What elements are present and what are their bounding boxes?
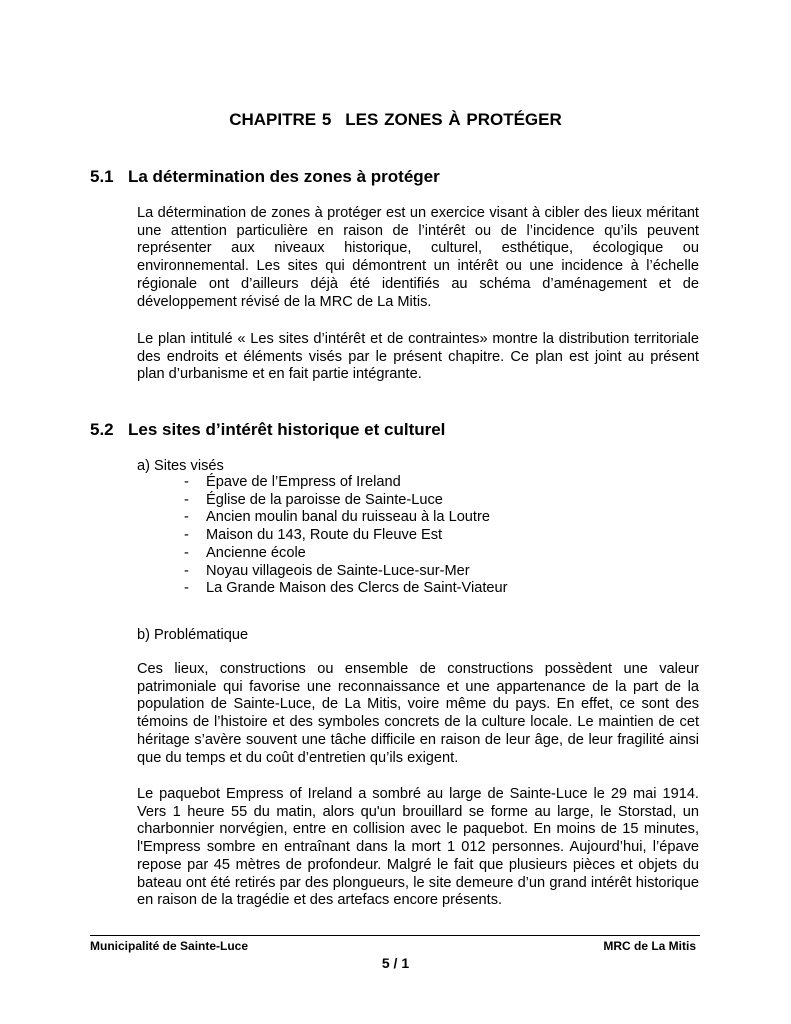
footer-divider xyxy=(90,935,700,936)
footer-municipality: Municipalité de Sainte-Luce xyxy=(90,939,249,953)
paragraph-problematique: Ces lieux, constructions ou ensemble de constructions possèdent une valeur patrimoniale qui favorise une reconnaissance et une appartenance de la part de la population de Sainte-Luce, de La Mitis, voire même du pays. En effet, ce sont des témoins de l’histoire et des symboles concrets de la culture locale. Le maintien de cet héritage s’avère souvent une tâche difficile en raison de leur âge, de leur fragilité ainsi que du temps et du coût d’entretien qu’ils exigent. xyxy=(137,661,699,766)
chapter-name: LES ZONES À PROTÉGER xyxy=(345,110,562,129)
list-item: - Ancien moulin banal du ruisseau à la Loutre xyxy=(184,509,490,526)
paragraph-determination: La détermination de zones à protéger est un exercice visant à cibler des lieux méritant une attention particulière en raison de l’intérêt ou de l’incidence qu’ils peuvent représenter aux niveaux historique, culturel, esthétique, écologique ou environnemental. Les sites qui démontrent un intérêt ou une incidence à l’échelle régionale ont d’ailleurs déjà été identifiés au schéma d’aménagement et de développement révisé de la MRC de La Mitis. xyxy=(137,205,699,310)
paragraph-plan: Le plan intitulé « Les sites d’intérêt et de contraintes» montre la distribution territoriale des endroits et éléments visés par le présent chapitre. Ce plan est joint au présent plan d’urbanisme et en fait partie intégrante. xyxy=(137,331,699,383)
list-item: - La Grande Maison des Clercs de Saint-Viateur xyxy=(184,580,508,597)
list-item: - Maison du 143, Route du Fleuve Est xyxy=(184,527,443,544)
footer-mrc: MRC de La Mitis xyxy=(603,939,696,953)
paragraph-empress: Le paquebot Empress of Ireland a sombré au large de Sainte-Luce le 29 mai 1914. Vers 1 heure 55 du matin, alors qu'un brouillard se forme au large, le Storstad, un charbonnier norvégien, entre en collision avec le paquebot. En moins de 15 minutes, l'Empress sombre en entraînant dans la mort 1 012 personnes. Aujourd’hui, l’épave repose par 45 mètres de profondeur. Malgré le fait que plusieurs pièces et objets du bateau ont été retirés par des plongueurs, le site demeure d’un grand intérêt historique en raison de la tragédie et des artefacs encore présents. xyxy=(137,786,699,909)
sites-label: a) Sites visés xyxy=(137,458,224,474)
list-item: - Église de la paroisse de Sainte-Luce xyxy=(184,491,443,508)
section-title: La détermination des zones à protéger xyxy=(128,167,440,186)
list-item: - Noyau villageois de Sainte-Luce-sur-Mer xyxy=(184,562,470,579)
chapter-number: CHAPITRE 5 xyxy=(229,110,332,129)
section-number: 5.1 xyxy=(90,167,114,186)
section-title: Les sites d’intérêt historique et culturel xyxy=(128,420,446,439)
list-item: - Ancienne école xyxy=(184,544,306,561)
section-heading-5-1 xyxy=(90,167,440,187)
sites-list xyxy=(184,474,508,598)
section-heading-5-2 xyxy=(90,420,445,440)
list-item: - Épave de l’Empress of Ireland xyxy=(184,474,401,490)
chapter-title xyxy=(0,110,791,130)
page-number: 5 / 1 xyxy=(381,955,410,971)
problem-label: b) Problématique xyxy=(137,627,249,643)
section-number: 5.2 xyxy=(90,420,114,439)
